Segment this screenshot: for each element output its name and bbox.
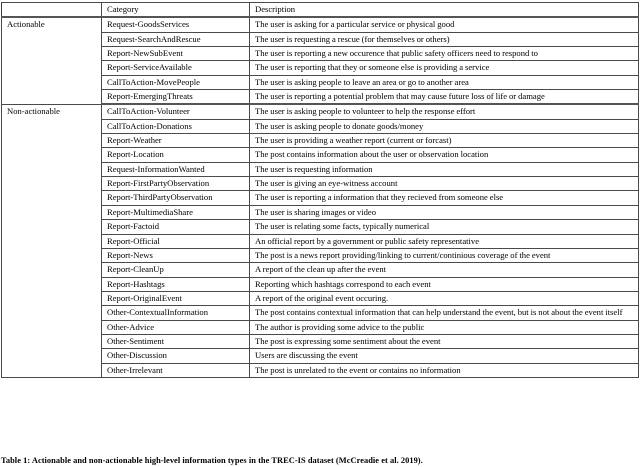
description-cell: The user is reporting that they or someone else is providing a service — [250, 61, 639, 75]
description-cell: The user is requesting a rescue (for themselves or others) — [250, 32, 639, 46]
category-cell: Report-OriginalEvent — [102, 291, 250, 305]
header-category: Category — [102, 3, 250, 18]
table-header-row — [2, 3, 639, 18]
description-cell: The post is a news report providing/linking to current/continious coverage of the event — [250, 248, 639, 262]
table-body — [2, 3, 639, 378]
category-cell: Report-EmergingThreats — [102, 90, 250, 105]
category-cell: Report-Official — [102, 234, 250, 248]
category-cell: Report-ThirdPartyObservation — [102, 191, 250, 205]
description-cell: The post contains information about the user or observation location — [250, 148, 639, 162]
description-cell: The post is unrelated to the event or contains no information — [250, 363, 639, 377]
table-row — [2, 17, 639, 32]
category-cell: Report-FirstPartyObservation — [102, 177, 250, 191]
category-cell: Other-ContextualInformation — [102, 306, 250, 320]
description-cell: The user is reporting a information that they recieved from someone else — [250, 191, 639, 205]
group-label-non-actionable: Non-actionable — [2, 104, 102, 377]
category-cell: Request-SearchAndRescue — [102, 32, 250, 46]
category-cell: Report-Factoid — [102, 220, 250, 234]
description-cell: The user is reporting a new occurence that public safety officers need to respond to — [250, 47, 639, 61]
table-row — [2, 104, 639, 119]
category-cell: CallToAction-Volunteer — [102, 104, 250, 119]
description-cell: The post contains contextual information that can help understand the event, but is not about the event itself — [250, 306, 639, 320]
category-cell: CallToAction-Donations — [102, 119, 250, 133]
category-cell: Other-Sentiment — [102, 334, 250, 348]
description-cell: The user is reporting a potential problem that may cause future loss of life or damage — [250, 90, 639, 105]
information-types-table — [1, 2, 639, 378]
category-cell: CallToAction-MovePeople — [102, 75, 250, 89]
category-cell: Other-Advice — [102, 320, 250, 334]
category-cell: Report-NewSubEvent — [102, 47, 250, 61]
category-cell: Request-GoodsServices — [102, 17, 250, 32]
description-cell: The post is expressing some sentiment about the event — [250, 334, 639, 348]
description-cell: Users are discussing the event — [250, 349, 639, 363]
description-cell: A report of the clean up after the event — [250, 263, 639, 277]
description-cell: The user is sharing images or video — [250, 205, 639, 219]
header-description: Description — [250, 3, 639, 18]
table-caption: Table 1: Actionable and non-actionable high-level information types in the TREC-IS dataset (McCreadie et al. 2019). — [1, 456, 423, 465]
description-cell: The user is asking people to leave an area or go to another area — [250, 75, 639, 89]
category-cell: Report-Location — [102, 148, 250, 162]
header-group-blank — [2, 3, 102, 18]
description-cell: The user is asking people to volunteer to help the response effort — [250, 104, 639, 119]
description-cell: The user is giving an eye-witness account — [250, 177, 639, 191]
category-cell: Report-ServiceAvailable — [102, 61, 250, 75]
figure-page — [0, 2, 640, 467]
description-cell: Reporting which hashtags correspond to each event — [250, 277, 639, 291]
category-cell: Other-Irrelevant — [102, 363, 250, 377]
description-cell: The author is providing some advice to the public — [250, 320, 639, 334]
group-label-actionable: Actionable — [2, 17, 102, 104]
description-cell: The user is providing a weather report (current or forcast) — [250, 134, 639, 148]
description-cell: The user is relating some facts, typically numerical — [250, 220, 639, 234]
category-cell: Report-Hashtags — [102, 277, 250, 291]
description-cell: The user is requesting information — [250, 162, 639, 176]
category-cell: Request-InformationWanted — [102, 162, 250, 176]
description-cell: The user is asking people to donate goods/money — [250, 119, 639, 133]
category-cell: Report-MultimediaShare — [102, 205, 250, 219]
description-cell: A report of the original event occuring. — [250, 291, 639, 305]
description-cell: The user is asking for a particular service or physical good — [250, 17, 639, 32]
description-cell: An official report by a government or public safety representative — [250, 234, 639, 248]
category-cell: Report-Weather — [102, 134, 250, 148]
category-cell: Report-CleanUp — [102, 263, 250, 277]
category-cell: Report-News — [102, 248, 250, 262]
category-cell: Other-Discussion — [102, 349, 250, 363]
